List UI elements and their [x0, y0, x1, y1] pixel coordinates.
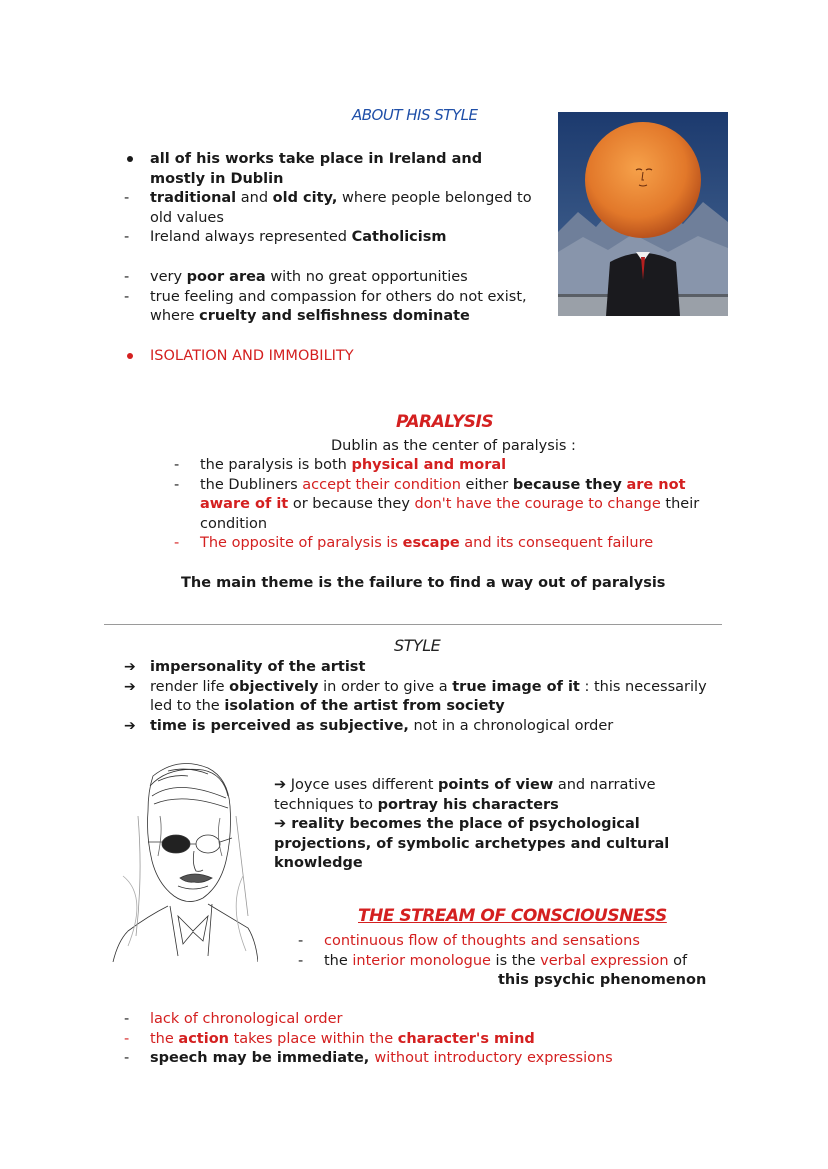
- paralysis-subtitle: Dublin as the center of paralysis :: [331, 438, 576, 454]
- dash-marker: -: [124, 269, 130, 285]
- dash-marker: -: [124, 288, 130, 305]
- text-run: all of his works take place in Ireland and mostly in Dublin: [150, 151, 483, 187]
- text-run: because they: [512, 476, 622, 493]
- paralysis-list: [174, 456, 724, 554]
- text-run: of: [668, 952, 688, 969]
- text-run: Catholicism: [351, 229, 447, 246]
- list-item: [124, 288, 534, 327]
- list-item-text: [150, 269, 468, 285]
- text-run: are not aware of it: [200, 476, 686, 513]
- text-run: physical and moral: [351, 457, 507, 473]
- list-item-text: [150, 190, 532, 226]
- dash-marker: -: [124, 190, 130, 207]
- list-item: [124, 1049, 728, 1069]
- list-item-text: [324, 933, 640, 949]
- bullet-icon: [124, 347, 144, 367]
- text-run: action: [178, 1030, 229, 1047]
- style-list: [124, 658, 728, 736]
- arrow-icon: ➔: [124, 659, 136, 675]
- list-item: [124, 189, 534, 228]
- text-run: the Dubliners: [200, 476, 303, 493]
- list-item-text: [150, 718, 613, 734]
- list-item: [174, 456, 724, 476]
- stream-bottom-list: [124, 1010, 728, 1069]
- list-item-text: [150, 1050, 613, 1066]
- arrow-icon: ➔: [124, 678, 136, 695]
- list-item-text: [200, 535, 653, 551]
- text-run: where people belonged to old values: [150, 190, 532, 226]
- dash-marker: -: [124, 1030, 130, 1047]
- text-run: : this necessarily led to the: [150, 678, 707, 715]
- text-run: Ireland always represented: [150, 229, 352, 246]
- text-run: and its consequent failure: [459, 535, 654, 552]
- dash-marker: -: [124, 1050, 130, 1067]
- about-list-2: [124, 268, 534, 327]
- joyce-sketch-image: [108, 756, 258, 962]
- list-item-text: [150, 679, 707, 715]
- list-item: [174, 534, 724, 554]
- list-item-text: [200, 457, 506, 473]
- text-run: true feeling and compassion for others do not exist, where: [150, 288, 527, 325]
- text-run: accept their condition: [302, 476, 461, 493]
- list-item: [124, 717, 728, 737]
- text-run: is the: [490, 952, 541, 969]
- list-item: [124, 347, 534, 367]
- section-title-about: ABOUT HIS STYLE: [352, 106, 478, 124]
- dash-marker: -: [174, 476, 180, 493]
- text-run: ISOLATION AND IMMOBILITY: [150, 348, 354, 364]
- text-run: the paralysis is both: [200, 457, 352, 473]
- section-title-paralysis: PARALYSIS: [396, 412, 494, 432]
- list-item: [298, 952, 738, 972]
- text-run: ➔ reality becomes the place of psychological projections, of symbolic archetypes and cultural knowledge: [274, 816, 670, 872]
- text-run: not in a chronological order: [408, 717, 614, 734]
- list-item: [124, 268, 534, 288]
- list-item: [298, 932, 738, 952]
- text-run: verbal expression: [540, 952, 669, 969]
- list-item-text: [200, 477, 699, 532]
- list-item: [124, 658, 728, 678]
- text-run: points of view: [438, 777, 554, 793]
- joyce-points-of-view: [274, 776, 724, 815]
- text-run: their condition: [200, 496, 700, 532]
- list-item: [124, 150, 534, 189]
- text-run: render life: [150, 678, 230, 695]
- list-item-text: [150, 348, 354, 364]
- text-run: ➔ Joyce uses different: [274, 777, 439, 793]
- arrow-icon: ➔: [124, 717, 136, 734]
- dash-marker: -: [124, 229, 130, 246]
- text-run: takes place within the: [228, 1030, 398, 1047]
- list-item-text: [150, 659, 365, 675]
- dash-marker: -: [298, 933, 304, 949]
- text-run: the: [150, 1030, 179, 1047]
- text-run: very: [150, 269, 187, 285]
- text-run: without introductory expressions: [374, 1050, 613, 1067]
- text-run: character's mind: [397, 1030, 535, 1047]
- section-title-style: STYLE: [394, 636, 441, 655]
- text-run: and: [236, 190, 273, 207]
- section-title-stream: THE STREAM OF CONSCIOUSNESS: [358, 906, 667, 926]
- about-list-1: [124, 150, 534, 248]
- text-run: old city,: [272, 190, 338, 207]
- list-item: [124, 228, 534, 248]
- text-run: time is perceived as subjective,: [150, 717, 409, 734]
- text-run: with no great opportunities: [265, 269, 468, 285]
- text-run: true image of it: [452, 678, 580, 695]
- text-run: escape: [402, 535, 460, 552]
- joyce-reality: [274, 815, 694, 874]
- bullet-icon: [124, 150, 144, 170]
- divider: [104, 624, 722, 625]
- dash-marker: -: [124, 1011, 130, 1027]
- list-item: [174, 476, 724, 535]
- painting-image: [558, 112, 728, 316]
- dash-marker: -: [298, 952, 304, 969]
- list-item-text: [150, 1031, 535, 1047]
- dash-marker: -: [174, 457, 180, 473]
- list-item-text: [150, 229, 446, 245]
- text-run: lack of chronological order: [150, 1011, 343, 1027]
- text-run: don't have the courage to change: [414, 496, 661, 513]
- text-run: poor area: [186, 269, 266, 285]
- text-run: and narrative techniques to: [274, 777, 656, 813]
- list-item-text: [324, 953, 687, 969]
- list-item: [124, 678, 728, 717]
- text-run: impersonality of the artist: [150, 659, 366, 675]
- text-run: portray his characters: [377, 796, 559, 813]
- about-list-3: [124, 347, 534, 367]
- text-run: continuous flow of thoughts and sensations: [324, 933, 640, 949]
- text-run: speech may be immediate,: [150, 1050, 375, 1067]
- text-run: traditional: [150, 190, 237, 207]
- text-run: or because they: [288, 496, 415, 513]
- text-run: objectively: [229, 678, 319, 695]
- stream-continuation: this psychic phenomenon: [498, 972, 707, 988]
- dash-marker: -: [174, 535, 180, 552]
- list-item: [124, 1030, 728, 1050]
- stream-list: [298, 932, 738, 971]
- list-item-text: [150, 151, 482, 187]
- text-run: interior monologue: [352, 952, 491, 969]
- text-run: isolation of the artist from society: [224, 698, 505, 715]
- text-run: the: [324, 952, 353, 969]
- text-run: cruelty and selfishness dominate: [199, 308, 470, 325]
- text-run: The opposite of paralysis is: [200, 535, 403, 552]
- text-run: in order to give a: [318, 678, 453, 695]
- main-theme: The main theme is the failure to find a way out of paralysis: [181, 575, 666, 591]
- list-item-text: [150, 1011, 343, 1027]
- text-run: either: [460, 476, 513, 493]
- list-item-text: [150, 289, 527, 325]
- list-item: [124, 1010, 728, 1030]
